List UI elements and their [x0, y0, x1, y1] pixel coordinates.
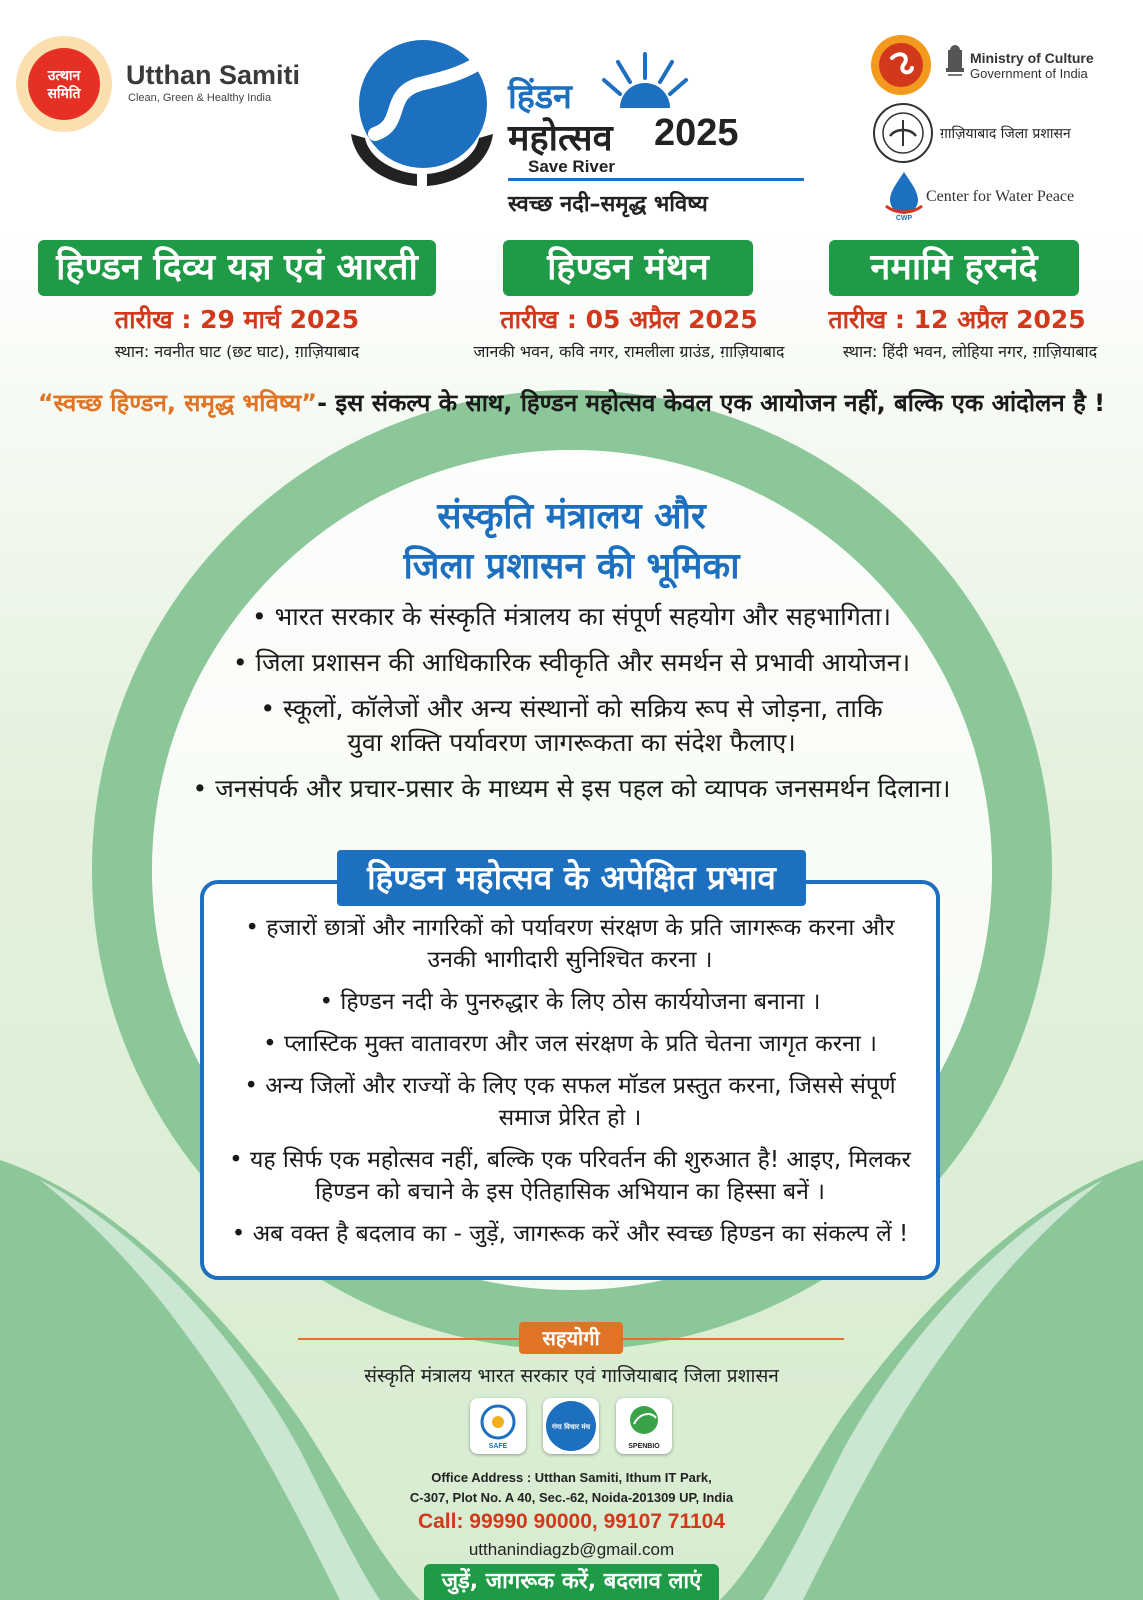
partner-logo-spenbio-icon — [616, 1398, 672, 1454]
festival-name-hindi: हिंडन — [508, 77, 572, 117]
motto-quote: “स्वच्छ हिण्डन, समृद्ध भविष्य” — [37, 389, 318, 417]
cwp-short-label: CWP — [895, 215, 913, 222]
impact-item: • यह सिर्फ एक महोत्सव नहीं, बल्कि एक परिवर्तन की शुरुआत है! आइए, मिलकर हिण्डन को बचाने के इस ऐतिहासिक अभियान का हिस्सा बनें । — [229, 1147, 911, 1205]
festival-year: 2025 — [654, 112, 739, 154]
event-2-place: जानकी भवन, कवि नगर, रामलीला ग्राउंड, ग़ाज़ियाबाद — [473, 342, 785, 361]
impact-title: हिण्डन महोत्सव के अपेक्षित प्रभाव — [337, 850, 806, 906]
utthan-tagline: Clean, Green & Healthy India — [128, 92, 272, 104]
role-list — [150, 600, 993, 818]
event-1-date: तारीख : 29 मार्च 2025 — [114, 305, 360, 334]
office-line-2: C-307, Plot No. A 40, Sec.-62, Noida-201309 UP, India — [409, 1490, 734, 1505]
partner-logo-ganga-icon — [543, 1398, 599, 1454]
event-3-title: नमामि हरनंदे — [829, 240, 1079, 296]
motto — [0, 386, 1143, 419]
motto-rest: - इस संकल्प के साथ, हिण्डन महोत्सव केवल एक आयोजन नहीं, बल्कि एक आंदोलन है ! — [317, 389, 1106, 417]
festival-mahotsav: महोत्सव — [508, 118, 613, 159]
utthan-logo-icon — [14, 34, 114, 134]
email-address: utthanindiagzb@gmail.com — [468, 1540, 675, 1559]
utthan-logo-text-2: समिति — [47, 86, 81, 102]
hindon-river-logo-icon — [345, 34, 495, 194]
event-1-place: स्थान: नवनीत घाट (छट घाट), ग़ाज़ियाबाद — [114, 342, 360, 361]
partner-safe-label: SAFE — [488, 1443, 508, 1450]
impact-item: • अन्य जिलों और राज्यों के लिए एक सफल मॉडल प्रस्तुत करना, जिससे संपूर्ण समाज प्रेरित हो । — [244, 1073, 896, 1131]
impact-item: • हजारों छात्रों और नागरिकों को पर्यावरण संरक्षण के प्रति जागरूक करना और उनकी भागीदारी सुनिश्चित करना । — [245, 915, 895, 973]
district-admin-label: ग़ाज़ियाबाद जिला प्रशासन — [940, 126, 1071, 142]
event-1-title: हिण्डन दिव्य यज्ञ एवं आरती — [38, 240, 436, 296]
partner-spenbio-label: SPENBIO — [628, 1443, 660, 1450]
ministry-line-1: Ministry of Culture — [970, 50, 1094, 66]
utthan-name: Utthan Samiti — [126, 60, 301, 90]
impact-list — [220, 912, 920, 1260]
festival-divider — [508, 178, 804, 181]
utthan-logo-text-1: उत्थान — [47, 68, 81, 84]
national-emblem-icon — [944, 44, 966, 80]
impact-item: • अब वक्त है बदलाव का - जुड़ें, जागरूक करें और स्वच्छ हिण्डन का संकल्प लें ! — [231, 1221, 909, 1247]
role-item: • भारत सरकार के संस्कृति मंत्रालय का संपूर्ण सहयोग और सहभागिता। — [251, 602, 892, 631]
event-2-date: तारीख : 05 अप्रैल 2025 — [500, 305, 758, 334]
save-river-label: Save River — [528, 157, 615, 176]
call-numbers: Call: 99990 90000, 99107 71104 — [417, 1510, 726, 1533]
role-title-line-2: जिला प्रशासन की भूमिका — [403, 546, 740, 587]
sahyogi-text: संस्कृति मंत्रालय भारत सरकार एवं गाजियाबाद जिला प्रशासन — [364, 1365, 779, 1387]
cwp-name: Center for Water Peace — [926, 188, 1075, 205]
role-title — [300, 492, 843, 592]
cwp-logo-icon — [882, 170, 926, 222]
office-line-1: Office Address : Utthan Samiti, Ithum IT Park, — [431, 1470, 712, 1485]
role-item: • जिला प्रशासन की आधिकारिक स्वीकृति और समर्थन से प्रभावी आयोजन। — [232, 648, 911, 677]
call-to-action-banner: जुड़ें, जागरूक करें, बदलाव लाएं — [424, 1564, 719, 1600]
role-item: • स्कूलों, कॉलेजों और अन्य संस्थानों को सक्रिय रूप से जोड़ना, ताकि युवा शक्ति पर्यावरण जागरूकता का संदेश फैलाए। — [260, 694, 883, 757]
impact-item: • हिण्डन नदी के पुनरुद्धार के लिए ठोस कार्ययोजना बनाना । — [319, 989, 821, 1015]
sahyogi-badge: सहयोगी — [519, 1322, 623, 1354]
sanskriti-logo-icon — [870, 34, 932, 96]
ministry-line-2: Government of India — [970, 66, 1088, 81]
festival-tagline: स्वच्छ नदी–समृद्ध भविष्य — [508, 192, 708, 217]
up-government-seal-icon — [872, 102, 934, 164]
role-title-line-1: संस्कृति मंत्रालय और — [437, 496, 706, 537]
impact-item: • प्लास्टिक मुक्त वातावरण और जल संरक्षण के प्रति चेतना जागृत करना । — [263, 1031, 877, 1057]
office-address — [0, 1468, 1143, 1508]
event-3-place: स्थान: हिंदी भवन, लोहिया नगर, ग़ाज़ियाबाद — [842, 342, 1098, 361]
partner-ganga-label: गंगा विचार मंच — [551, 1423, 591, 1431]
event-3-date: तारीख : 12 अप्रैल 2025 — [828, 305, 1086, 334]
partner-logo-safe-icon — [470, 1398, 526, 1454]
role-item: • जनसंपर्क और प्रचार-प्रसार के माध्यम से इस पहल को व्यापक जनसमर्थन दिलाना। — [192, 774, 951, 803]
sun-rays-icon — [600, 50, 690, 110]
event-2-title: हिण्डन मंथन — [503, 240, 753, 296]
